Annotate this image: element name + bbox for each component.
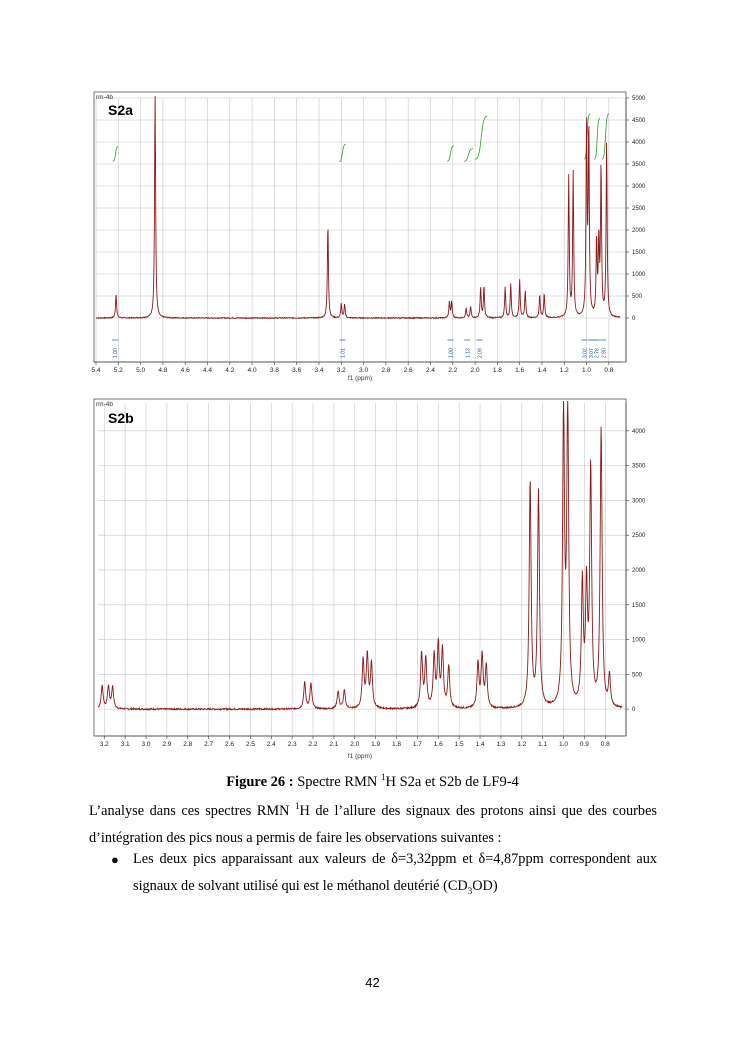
paragraph-superscript: 1: [295, 801, 300, 811]
page-number: 42: [365, 975, 380, 990]
integration-value: 1.00: [112, 348, 119, 358]
x-tick-label: 3.0: [359, 367, 369, 374]
y-tick-label: 1500: [632, 602, 646, 609]
x-tick-label: 1.3: [496, 741, 506, 748]
x-tick-label: 1.4: [537, 367, 547, 374]
x-tick-label: 1.6: [433, 741, 443, 748]
integration-value: 3.07: [589, 348, 596, 358]
bullet-marker: ●: [111, 852, 119, 867]
caption-text-a: Spectre RMN: [293, 773, 381, 790]
x-tick-label: 3.4: [314, 367, 324, 374]
x-tick-label: 1.1: [538, 741, 548, 748]
x-tick-label: 5.4: [91, 367, 101, 374]
y-tick-label: 0: [632, 316, 636, 322]
integration-value: 1.01: [340, 348, 347, 358]
x-axis-label: f1 (ppm): [347, 375, 373, 382]
x-tick-label: 4.8: [158, 367, 168, 374]
y-tick-label: 0: [632, 707, 636, 714]
x-tick-label: 2.5: [245, 741, 255, 748]
x-tick-label: 3.2: [336, 367, 346, 374]
y-tick-label: 4000: [632, 428, 646, 435]
y-tick-label: 3000: [632, 498, 646, 505]
x-tick-label: 3.2: [99, 741, 109, 748]
x-tick-label: 2.6: [403, 367, 413, 374]
x-tick-label: 3.6: [292, 367, 302, 374]
x-tick-label: 4.4: [202, 367, 213, 374]
figure-caption: [0, 772, 745, 791]
bullet-text: [133, 846, 657, 905]
body-paragraph: [89, 793, 657, 852]
nmr-spectrum-s2a: [91, 90, 646, 386]
figure-number: Figure 26 :: [226, 773, 294, 790]
bullet-subscript: 3: [467, 885, 473, 896]
y-tick-label: 3500: [632, 463, 646, 470]
plot-frame: [94, 399, 626, 736]
integration-value: 3.02: [582, 348, 589, 358]
x-tick-label: 2.6: [224, 741, 235, 748]
x-tick-label: 1.8: [492, 367, 502, 374]
x-tick-label: 0.9: [579, 741, 589, 748]
x-tick-label: 2.0: [350, 741, 360, 748]
y-tick-label: 5000: [632, 96, 646, 102]
x-tick-label: 2.3: [287, 741, 297, 748]
x-tick-label: 1.8: [392, 741, 402, 748]
x-axis-label: f1 (ppm): [347, 753, 373, 760]
x-tick-label: 3.8: [269, 367, 279, 374]
x-tick-label: 1.7: [412, 741, 422, 748]
x-tick-label: 1.4: [475, 741, 485, 748]
x-tick-label: 1.2: [559, 367, 569, 374]
y-tick-label: 500: [632, 672, 643, 679]
y-tick-label: 4000: [632, 140, 646, 146]
panel-label: S2a: [108, 102, 133, 118]
integration-value: 2.09: [477, 348, 484, 358]
y-tick-label: 2500: [632, 206, 646, 212]
x-tick-label: 2.0: [470, 367, 480, 374]
x-tick-label: 5.2: [113, 367, 123, 374]
integration-value: 2.80: [601, 348, 608, 358]
x-tick-label: 3.1: [120, 741, 130, 748]
x-tick-label: 1.0: [559, 741, 569, 748]
y-tick-label: 500: [632, 294, 643, 300]
nmr-spectrum-s2b: [92, 397, 646, 762]
y-tick-label: 1000: [632, 272, 646, 278]
x-tick-label: 2.2: [448, 367, 458, 374]
x-tick-label: 2.2: [308, 741, 318, 748]
x-tick-label: 2.9: [162, 741, 172, 748]
x-tick-label: 4.2: [225, 367, 235, 374]
y-tick-label: 2000: [632, 228, 646, 234]
y-tick-label: 4500: [632, 118, 646, 124]
caption-superscript: 1: [380, 772, 386, 782]
plot-frame: [94, 92, 626, 362]
bullet-text-a: Les deux pics apparaissant aux valeurs de δ=3,32ppm et δ=4,87ppm correspondent aux signaux de solvant utilisé qui est le méthanol deutérié (CD: [133, 851, 657, 894]
x-tick-label: 0.8: [600, 741, 610, 748]
x-tick-label: 2.4: [266, 741, 276, 748]
y-tick-label: 1000: [632, 637, 646, 644]
x-tick-label: 1.9: [371, 741, 381, 748]
x-tick-label: 0.8: [604, 367, 614, 374]
x-tick-label: 2.8: [183, 741, 193, 748]
x-tick-label: 5.0: [136, 367, 146, 374]
panel-label: S2b: [108, 410, 134, 426]
x-tick-label: 1.0: [582, 367, 592, 374]
file-label: rm-4b: [96, 401, 113, 408]
integration-value: 2.76: [594, 348, 601, 358]
bullet-text-b: OD): [472, 878, 498, 894]
x-tick-label: 1.6: [515, 367, 525, 374]
x-tick-label: 4.0: [247, 367, 257, 374]
x-tick-label: 1.5: [454, 741, 464, 748]
integration-value: 1.00: [448, 348, 455, 358]
y-tick-label: 3500: [632, 162, 646, 168]
x-tick-label: 4.6: [180, 367, 190, 374]
x-tick-label: 3.0: [141, 741, 151, 748]
integration-value: 1.13: [465, 348, 472, 358]
x-tick-label: 2.8: [381, 367, 391, 374]
x-tick-label: 2.4: [425, 367, 435, 374]
caption-text-b: H S2a et S2b de LF9-4: [385, 773, 519, 790]
x-tick-label: 1.2: [517, 741, 527, 748]
y-tick-label: 1500: [632, 250, 646, 256]
y-tick-label: 2000: [632, 567, 646, 574]
y-tick-label: 3000: [632, 184, 646, 190]
x-tick-label: 2.7: [204, 741, 214, 748]
paragraph-text-a: L’analyse dans ces spectres RMN: [89, 802, 295, 819]
paragraph-text-b: H de l’allure des signaux des protons ainsi que des courbes d’intégration des pics nous a permis de faire les observations suivantes :: [89, 802, 657, 846]
y-tick-label: 2500: [632, 533, 646, 540]
x-tick-label: 2.1: [329, 741, 339, 748]
file-label: rm-4b: [96, 94, 113, 101]
